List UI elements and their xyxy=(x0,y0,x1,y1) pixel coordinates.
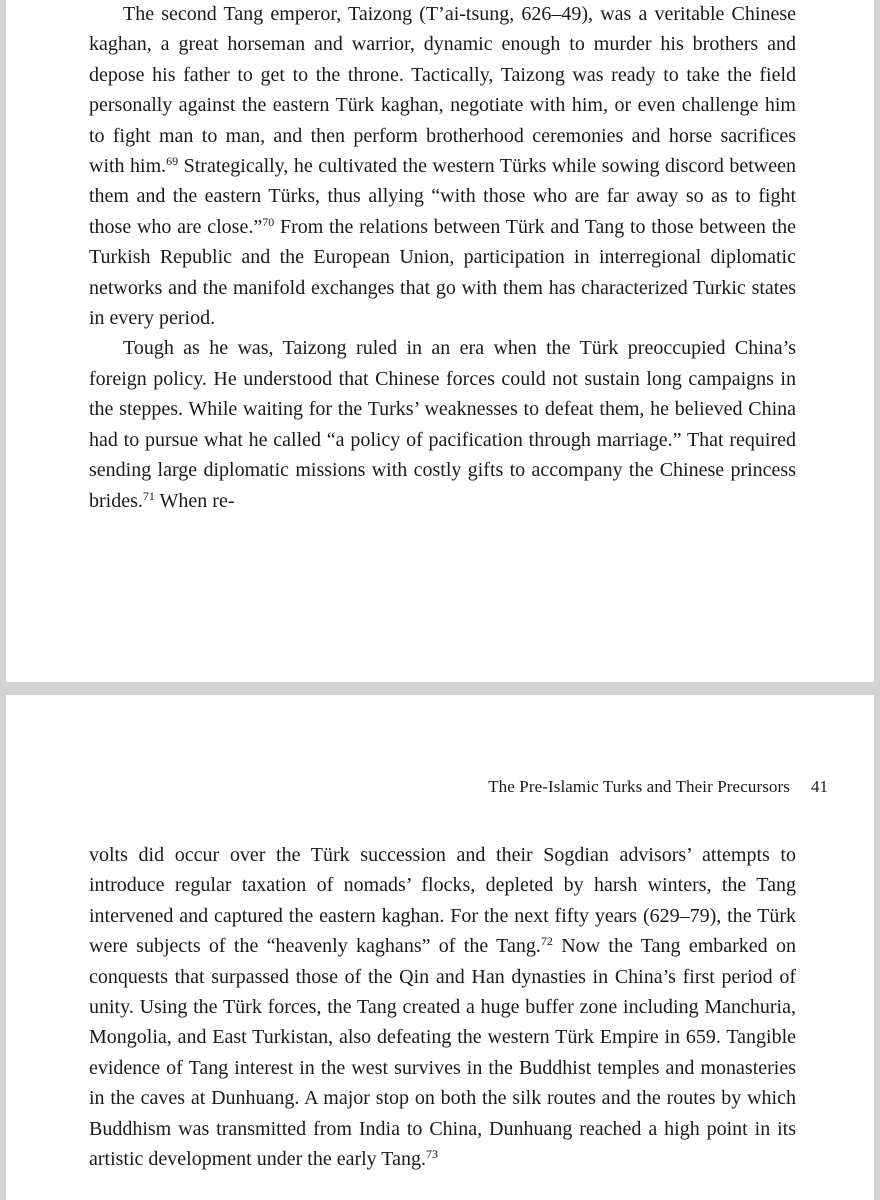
text-run: Tough as he was, Taizong ruled in an era when the Türk preoccupied China’s foreign policy. He understood that Chinese forces could not sustain long campaigns in the steppes. While waiting for the Turks’ weaknesses to defeat them, he believed China had to pursue what he called “a policy of pacification through marriage.” That required sending large diplomatic missions with costly gifts to accompany the Chinese princess brides. xyxy=(89,337,796,512)
paragraph xyxy=(89,840,796,1174)
page-41 xyxy=(6,695,874,1200)
text-run: When re- xyxy=(154,489,235,512)
footnote-ref[interactable]: 73 xyxy=(426,1147,439,1162)
page-40 xyxy=(6,0,874,682)
paragraph xyxy=(89,0,796,333)
page-body xyxy=(89,840,796,1174)
text-run: Now the Tang embarked on conquests that surpassed those of the Qin and Han dynasties in China’s first period of unity. Using the Türk forces, the Tang created a huge buffer zone including Manchuria, Mongolia, and East Turkistan, also defeating the western Türk Empire in 659. Tangible evidence of Tang interest in the west survives in the Buddhist temples and monasteries in the caves at Dunhuang. A major stop on both the silk routes and the routes by which Buddhism was transmitted from India to China, Dunhuang reached a high point in its artistic development under the early Tang. xyxy=(89,935,796,1171)
page-gap xyxy=(0,682,880,695)
paragraph xyxy=(89,333,796,515)
text-run: volts did occur over the Türk succession and their Sogdian advisors’ attempts to introduce regular taxation of nomads’ flocks, depleted by harsh winters, the Tang intervened and captured the eastern kaghan. For the next fifty years (629–79), the Türk were subjects of the “heavenly kaghans” of the Tang. xyxy=(89,844,796,958)
text-run: The second Tang emperor, Taizong (T’ai-tsung, 626–49), was a veritable Chinese kaghan, a great horseman and warrior, dynamic enough to murder his brothers and depose his father to get to the throne. Tactically, Taizong was ready to take the field personally against the eastern Türk kaghan, negotiate with him, or even challenge him to fight man to man, and then perform brotherhood ceremonies and horse sacrifices with him. xyxy=(89,3,796,178)
text-run: From the relations between Türk and Tang to those between the Turkish Republic and the European Union, participation in interregional diplomatic networks and the manifold exchanges that go with them has characterized Turkic states in every period. xyxy=(89,215,796,330)
footnote-ref[interactable]: 70 xyxy=(262,214,275,229)
text-run: Strategically, he cultivated the western Türks while sowing discord between them and the eastern Türks, thus allying “with those who are far away so as to fight those who are close.” xyxy=(89,155,796,238)
footnote-ref[interactable]: 69 xyxy=(166,154,179,169)
footnote-ref[interactable]: 72 xyxy=(540,934,553,949)
running-head: The Pre-Islamic Turks and Their Precursors xyxy=(488,777,790,796)
page-body xyxy=(89,0,796,516)
footnote-ref[interactable]: 71 xyxy=(142,488,155,503)
page-number: 41 xyxy=(811,777,828,796)
